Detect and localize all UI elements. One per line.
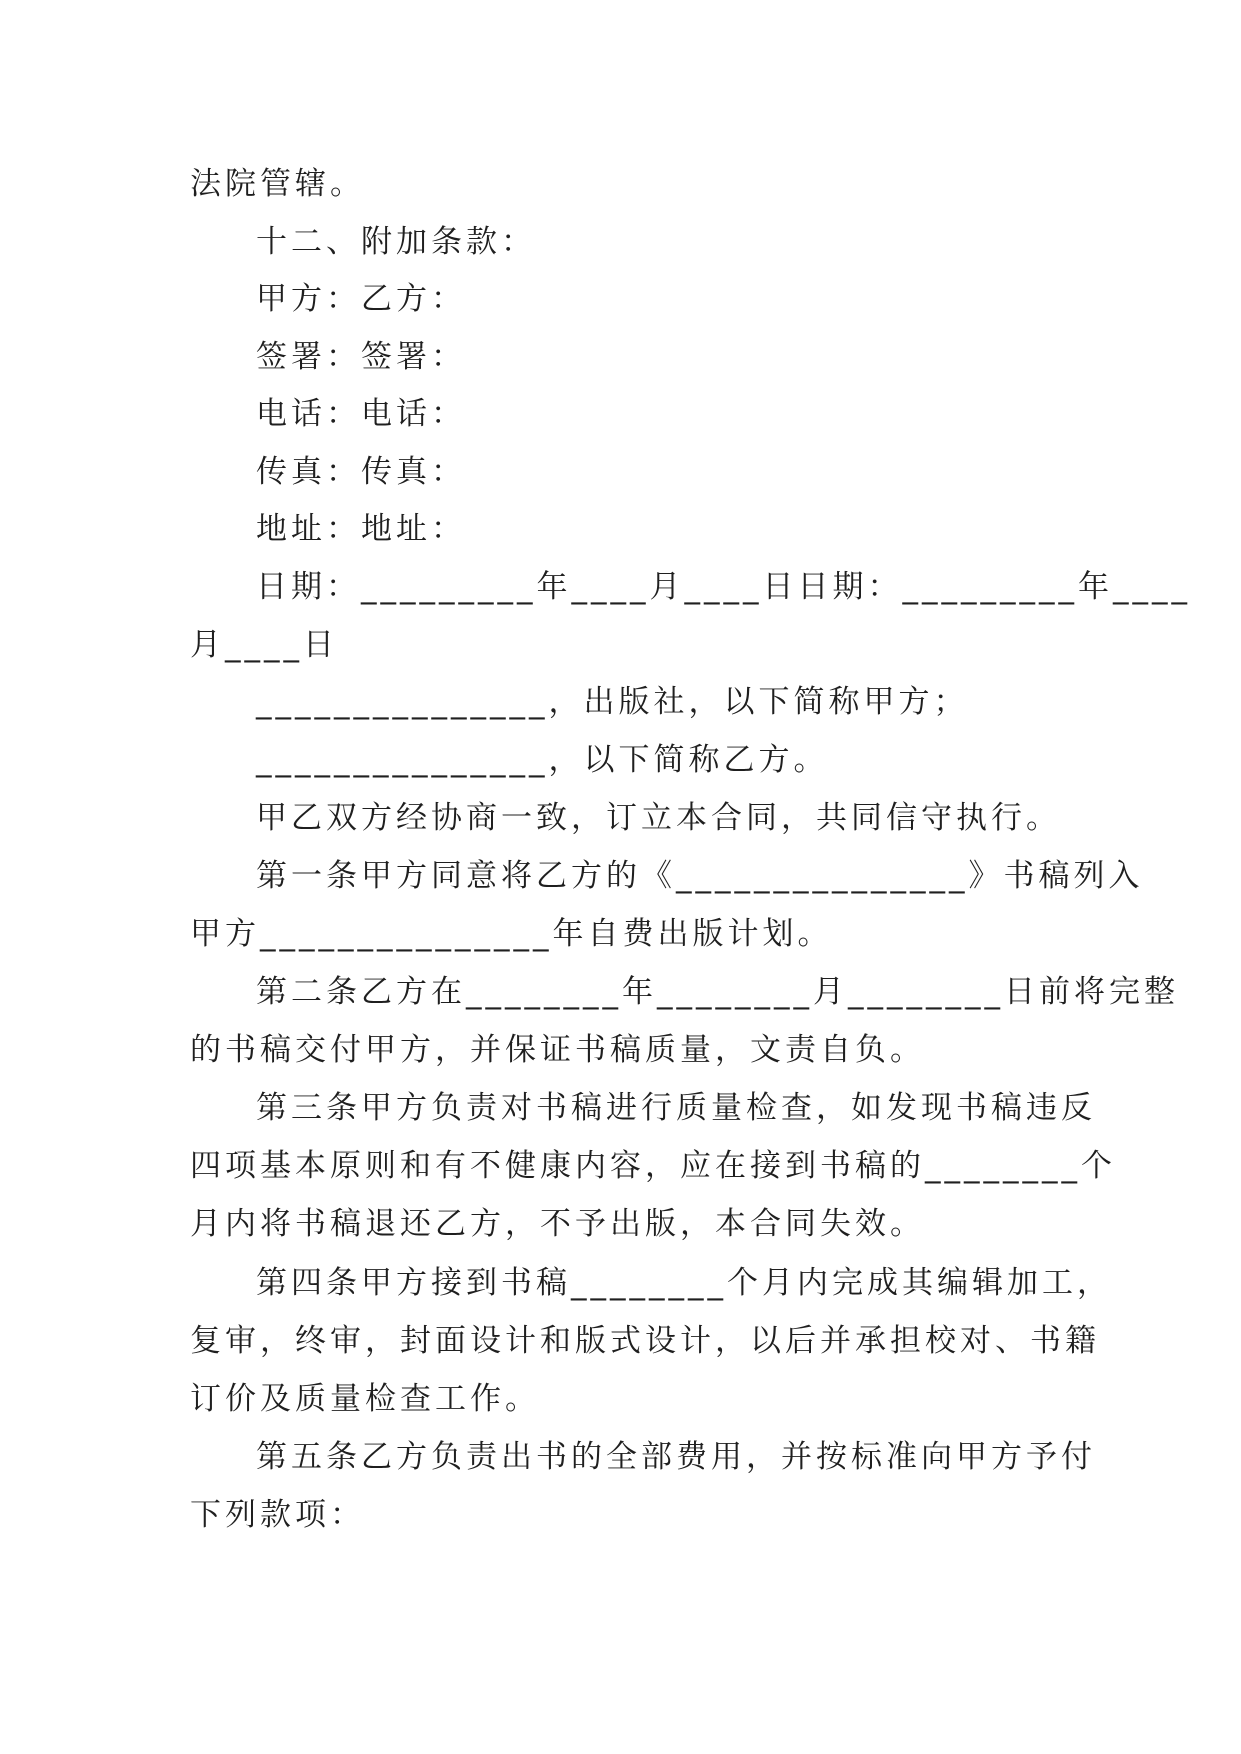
text-line: 第五条乙方负责出书的全部费用，并按标准向甲方予付 [256, 1439, 1096, 1475]
text-line: _______________，出版社，以下简称甲方； [256, 684, 969, 720]
text-line: 月____日 [190, 627, 338, 663]
text-line: 法院管辖。 [190, 166, 365, 202]
text-line: 签署：签署： [256, 339, 466, 375]
text-line: 月内将书稿退还乙方，不予出版，本合同失效。 [190, 1206, 925, 1242]
text-line: 下列款项： [190, 1497, 365, 1533]
text-line: 第三条甲方负责对书稿进行质量检查，如发现书稿违反 [256, 1090, 1096, 1126]
text-line: 十二、附加条款： [256, 224, 536, 260]
text-line: 地址：地址： [256, 511, 466, 547]
text-line: 甲方：乙方： [256, 281, 466, 317]
text-line: 甲方_______________年自费出版计划。 [190, 916, 833, 952]
text-line: 第二条乙方在________年________月________日前将完整 [256, 974, 1179, 1010]
text-line: 复审，终审，封面设计和版式设计，以后并承担校对、书籍 [190, 1323, 1100, 1359]
text-line: 第一条甲方同意将乙方的《_______________》书稿列入 [256, 858, 1144, 894]
text-line: 电话：电话： [256, 396, 466, 432]
text-line: 第四条甲方接到书稿________个月内完成其编辑加工， [256, 1265, 1112, 1301]
text-line: 日期：_________年____月____日日期：_________年____ [256, 569, 1191, 605]
text-line: _______________，以下简称乙方。 [256, 742, 829, 778]
text-line: 传真：传真： [256, 454, 466, 490]
text-line: 的书稿交付甲方，并保证书稿质量，文责自负。 [190, 1032, 925, 1068]
text-line: 四项基本原则和有不健康内容，应在接到书稿的________个 [190, 1148, 1116, 1184]
text-line: 甲乙双方经协商一致，订立本合同，共同信守执行。 [256, 800, 1061, 836]
text-line: 订价及质量检查工作。 [190, 1381, 540, 1417]
